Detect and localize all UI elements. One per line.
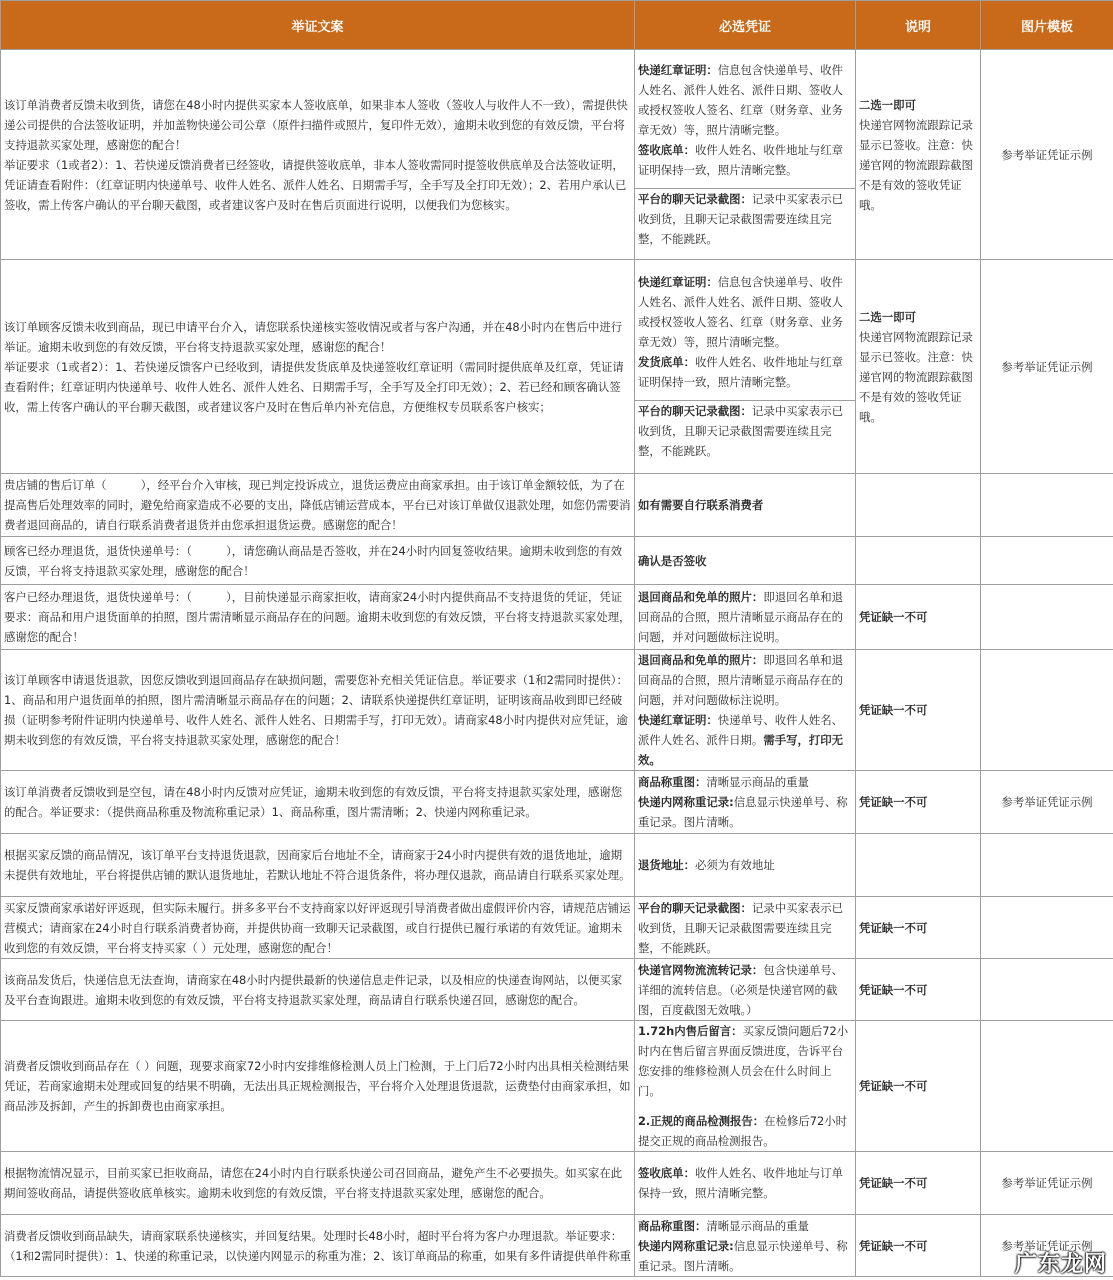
evidence-text-cell	[1, 585, 635, 650]
image-template-cell	[981, 537, 1113, 585]
proof-item-title: 退回商品和免单的照片：	[638, 590, 764, 604]
proof-item-text: 清晰显示商品的重量	[706, 775, 809, 789]
proof-item-text: 信息显示快递单号、称重记录。图片清晰。	[638, 1238, 848, 1273]
evidence-text-cell	[1, 260, 635, 474]
proof-item-title: 商品称重图：	[638, 775, 707, 789]
proof-item	[638, 587, 852, 647]
note-cell	[856, 959, 981, 1021]
note-cell	[856, 771, 981, 834]
image-template-text: 参考举证凭证示例	[1001, 147, 1093, 162]
proof-item-text: 买家反馈问题后72小时内在售后留言界面反馈进度，告诉平台您安排的维修检测人员会在什么时间上门。	[638, 1024, 849, 1098]
table-row	[1, 260, 1113, 474]
note-title: 凭证缺一不可	[859, 703, 928, 717]
header-evidence-text: 举证文案	[1, 1, 635, 50]
proof-item-text: 记录中买家表示已收到货，且聊天记录截图需要连续且完整，不能跳跃。	[638, 404, 844, 458]
note-title: 凭证缺一不可	[859, 1079, 928, 1093]
watermark-logo: 广东龙网	[1014, 1252, 1107, 1277]
proof-item-title: 退回商品和免单的照片：	[638, 653, 764, 667]
note-title: 凭证缺一不可	[859, 982, 928, 997]
proof-item-text: 记录中买家表示已收到货，且聊天记录截图需要连续且完整，不能跳跃。	[638, 192, 844, 246]
proof-item-text: 收件人姓名、收件地址与红章证明保持一致，照片清晰完整。	[638, 143, 844, 177]
required-proof-cell	[635, 897, 856, 959]
image-template-cell	[981, 834, 1113, 897]
evidence-text: 该订单顾客反馈未收到商品，现已申请平台介入，请您联系快递核实签收情况或者与客户沟通，并在48小时内在售后中进行举证。逾期未收到您的有效反馈，平台将支持退款买家处理，感谢您的配合！ 举证要求（1或者2）：1、若快递反馈客户已经收到，请提供发货底单及快递签收红章证明（需同时提供底单及红章，凭证请查看附件；红章证明内快递单号、收件人姓名、派件人姓名、日期需手写，全手写及全打印无效）；2、若已经和顾客确认签收，需上传客户确认的平台聊天截图，或者建议客户及时在售后单内补充信息，方便维权专员联系客户核实；	[4, 319, 624, 414]
image-template-cell	[981, 1021, 1113, 1152]
image-template-text: 参考举证凭证示例	[1001, 1238, 1093, 1253]
table-header-row	[1, 1, 1113, 50]
image-template-cell	[981, 650, 1113, 771]
required-proof-cell	[635, 260, 856, 474]
note-title: 凭证缺一不可	[859, 1238, 928, 1253]
note-title: 凭证缺一不可	[859, 920, 928, 935]
table-row	[1, 474, 1113, 537]
table-row	[1, 1152, 1113, 1215]
proof-item	[638, 1216, 852, 1236]
proof-item-title: 快递红章证明：	[638, 275, 718, 289]
evidence-text-cell	[1, 537, 635, 585]
proof-item	[638, 140, 852, 180]
proof-item-title: 签收底单：	[638, 1166, 695, 1180]
evidence-text-cell	[1, 1152, 635, 1215]
table-row	[1, 959, 1113, 1021]
note-title: 二选一即可	[859, 309, 916, 324]
proof-item	[638, 710, 852, 770]
evidence-text: 该订单消费者反馈收到是空包，请在48小时内反馈对应凭证，逾期未收到您的有效反馈，平台将支持退款买家处理，感谢您的配合。举证要求：（提供商品称重及物流称重记录）1、商品称重，图片需清晰；2、快递内网称重记录。	[4, 785, 623, 819]
evidence-text: 根据物流情况显示，目前买家已拒收商品，请您在24小时内自行联系快递公司召回商品，避免产生不必要损失。如买家在此期间签收商品，请提供签收底单核实。逾期未收到您的有效反馈，平台将支持退款买家处理，感谢您的配合。	[4, 1166, 623, 1200]
header-required-proof: 必选凭证	[635, 1, 856, 50]
evidence-text: 该订单顾客申请退货退款，因您反馈收到退回商品存在缺损问题，需要您补充相关凭证信息。举证要求（1和2需同时提供）：1、商品和用户退货面单的拍照，图片需清晰显示商品存在的问题；2、请联系快递提供红章证明，证明该商品收到即已经破损（证明参考附件证明内快递单号、收件人姓名、派件人姓名、日期需手写，打印无效）。请商家48小时内提供对应凭证，逾期未收到您的有效反馈，平台将支持退款买家处理，感谢您的配合！	[4, 673, 628, 747]
note-title: 凭证缺一不可	[859, 610, 928, 624]
image-template-cell	[981, 474, 1113, 537]
proof-item-title: 2.正规的商品检测报告：	[638, 1114, 765, 1128]
evidence-text-cell	[1, 474, 635, 537]
required-proof-cell	[635, 1215, 856, 1277]
evidence-text-cell	[1, 1215, 635, 1277]
proof-item-title: 快递内网称重记录:	[638, 1238, 734, 1253]
table-row	[1, 771, 1113, 834]
note-text: 快递官网物流跟踪记录显示已签收。注意：快递官网的物流跟踪截图不是有效的签收凭证哦。	[859, 329, 973, 424]
evidence-text-cell	[1, 897, 635, 959]
required-proof-cell	[635, 771, 856, 834]
required-proof-cell	[635, 959, 856, 1021]
proof-item	[635, 188, 855, 249]
evidence-text: 买家反馈商家承诺好评返现，但实际未履行。拼多多平台不支持商家以好评返现引导消费者做出虚假评价内容，请规范店铺运营模式；请商家在24小时自行联系消费者协商，并提供协商一致聊天记录截图，或自行提供已履行承诺的有效凭证。逾期未收到您的有效反馈，平台将支持买家（ ）元处理，感谢您的配合！	[4, 900, 631, 955]
proof-item	[638, 1163, 852, 1203]
proof-item	[638, 495, 852, 515]
evidence-text: 该订单消费者反馈未收到货，请您在48小时内提供买家本人签收底单，如果非本人签收（签收人与收件人不一致），需提供快递公司提供的合法签收证明，并加盖物快递公司公章（原件扫描件或照片，复印件无效），逾期未收到您的有效反馈，平台将支持退款买家处理，感谢您的配合！ 举证要求（1或者2）：1、若快递反馈消费者已经签收，请提供签收底单，非本人签收需同时提签收供底单及合法签收证明，凭证请查看附件：（红章证明内快递单号、收件人姓名、派件人姓名、日期需手写，全手写及全打印无效）；2、若用户承认已签收，需上传客户确认的平台聊天截图，或者建议客户及时在售后页面进行说明，以便我们为您核实。	[4, 97, 628, 212]
table-row	[1, 1215, 1113, 1277]
evidence-text: 该商品发货后，快递信息无法查询，请商家在48小时内提供最新的快递信息走件记录，以及相应的快递查询网站，以便买家及平台查询跟进。逾期未收到您的有效反馈，平台将支持退款买家处理，商品请自行联系快递召回，感谢您的配合。	[4, 972, 623, 1007]
proof-item-text: 即退回名单和退回商品的合照，照片清晰显示商品存在的问题，并对问题做标注说明。	[638, 590, 844, 644]
proof-item	[638, 1021, 852, 1101]
evidence-text-cell	[1, 771, 635, 834]
proof-item-text: 在检修后72小时提交正规的商品检测报告。	[638, 1114, 848, 1148]
proof-item-text: 包含快递单号、详细的流转信息。（必须是快递官网的截图，百度截图无效哦。）	[638, 962, 844, 1017]
proof-item	[638, 60, 852, 140]
proof-item-title: 退货地址：	[638, 858, 695, 872]
required-proof-cell	[635, 1152, 856, 1215]
header-note: 说明	[856, 1, 981, 50]
proof-item-text: 必须为有效地址	[694, 858, 775, 872]
proof-item	[638, 352, 852, 392]
note-title: 凭证缺一不可	[859, 795, 928, 809]
evidence-text: 贵店铺的售后订单（ ），经平台介入审核，现已判定投诉成立，退货运费应由商家承担。由于该订单金额较低，为了在提高售后处理效率的同时，避免给商家造成不必要的支出，降低店铺运营成本，平台已对该订单做仅退款处理，如您仍需要消费者退回商品的，请自行联系消费者退货并由您承担退货运费。感谢您的配合！	[4, 478, 631, 532]
table-row	[1, 50, 1113, 260]
note-cell	[856, 650, 981, 771]
proof-item	[638, 792, 852, 832]
proof-item-title: 平台的聊天记录截图：	[638, 404, 752, 418]
note-cell	[856, 1021, 981, 1152]
proof-item	[638, 650, 852, 710]
header-image-template: 图片模板	[981, 1, 1113, 50]
proof-item-text: 快递单号、收件人姓名、派件人姓名、派件日期。	[638, 713, 844, 747]
table-row	[1, 585, 1113, 650]
proof-item	[638, 1236, 852, 1276]
required-proof-cell	[635, 1021, 856, 1152]
proof-item-text: 信息包含快递单号、收件人姓名、派件人姓名、派件日期、签收人或授权签收人签名、红章（财务章、业务章无效）等，照片清晰完整。	[638, 63, 844, 137]
note-cell	[856, 834, 981, 897]
required-proof-cell	[635, 537, 856, 585]
note-text: 快递官网物流跟踪记录显示已签收。注意：快递官网的物流跟踪截图不是有效的签收凭证哦。	[859, 117, 973, 212]
proof-item-title: 快递内网称重记录:	[638, 795, 734, 809]
evidence-text: 客户已经办理退货，退货快递单号：（ ），目前快递显示商家拒收，请商家24小时内提供商品不支持退货的凭证，凭证要求：商品和用户退货面单的拍照，图片需清晰显示商品存在的问题。逾期未收到您的有效反馈，平台将支持退款买家处理，感谢您的配合！	[4, 590, 631, 644]
required-proof-cell	[635, 474, 856, 537]
proof-item-text: 信息显示快递单号、称重记录。图片清晰。	[638, 795, 848, 829]
evidence-text-cell	[1, 834, 635, 897]
proof-item-title: 如有需要自行联系消费者	[638, 498, 764, 512]
proof-item-title: 平台的聊天记录截图：	[638, 900, 752, 915]
image-template-cell	[981, 585, 1113, 650]
proof-item-title: 快递红章证明：	[638, 63, 718, 77]
note-cell	[856, 260, 981, 474]
note-cell	[856, 50, 981, 260]
note-cell	[856, 1152, 981, 1215]
table-row	[1, 1021, 1113, 1152]
evidence-text: 顾客已经办理退货，退货快递单号：（ ），请您确认商品是否签收，并在24小时内回复签收结果。逾期未收到您的有效反馈，平台将支持退款买家处理，感谢您的配合！	[4, 543, 623, 578]
image-template-cell	[981, 260, 1113, 474]
proof-item	[638, 551, 852, 571]
required-proof-cell	[635, 650, 856, 771]
proof-item-text: 收件人姓名、收件地址与红章证明保持一致，照片清晰完整。	[638, 355, 844, 389]
image-template-text: 参考举证凭证示例	[1001, 1176, 1093, 1190]
proof-item	[638, 855, 852, 875]
note-title: 凭证缺一不可	[859, 1176, 928, 1190]
proof-item-text: 即退回名单和退回商品的合照，照片清晰显示商品存在的问题，并对问题做标注说明。	[638, 653, 844, 707]
table-row	[1, 834, 1113, 897]
proof-item	[638, 772, 852, 792]
note-cell	[856, 537, 981, 585]
evidence-text: 消费者反馈收到商品存在（ ）问题，现要求商家72小时内安排维修检测人员上门检测，于上门后72小时内出具相关检测结果凭证，若商家逾期未处理或回复的结果不明确，无法出具正规检测报告，平台将介入处理退货退款，运费垫付由商家承担，如商品涉及拆卸，产生的拆卸费也由商家承担。	[4, 1059, 631, 1113]
proof-item-text: 记录中买家表示已收到货，且聊天记录截图需要连续且完整，不能跳跃。	[638, 900, 844, 955]
image-template-text: 参考举证凭证示例	[1001, 795, 1093, 809]
proof-item-title: 签收底单：	[638, 143, 695, 157]
proof-item-text: 收件人姓名、收件地址与订单保持一致，照片清晰完整。	[638, 1166, 844, 1200]
proof-item-emphasis: 需手写，打印无效。	[638, 733, 844, 767]
image-template-cell	[981, 959, 1113, 1021]
proof-item-title: 快递红章证明：	[638, 713, 718, 727]
evidence-text: 消费者反馈收到商品缺失，请商家联系快递核实，并回复结果。处理时长48小时，超时平台将为客户办理退款。举证要求：（1和2需同时提供）：1、快递的称重记录，以快递内网显示的称重为准；2、该订单商品的称重，如果有多件请提供单件称重	[4, 1228, 631, 1263]
proof-item-title: 1.72h内售后留言：	[638, 1024, 743, 1038]
proof-item-title: 发货底单：	[638, 355, 695, 369]
note-title: 二选一即可	[859, 97, 916, 112]
proof-item-title: 确认是否签收	[638, 553, 707, 568]
table-row	[1, 537, 1113, 585]
proof-item-title: 商品称重图：	[638, 1218, 707, 1233]
proof-item	[638, 1111, 852, 1151]
image-template-text: 参考举证凭证示例	[1001, 359, 1093, 374]
image-template-cell	[981, 897, 1113, 959]
note-cell	[856, 585, 981, 650]
evidence-text-cell	[1, 650, 635, 771]
note-cell	[856, 1215, 981, 1277]
table-row	[1, 650, 1113, 771]
required-proof-cell	[635, 50, 856, 260]
proof-item-title: 平台的聊天记录截图：	[638, 192, 752, 206]
proof-item	[638, 960, 852, 1020]
proof-item-title: 快递官网物流流转记录：	[638, 962, 764, 977]
required-proof-cell	[635, 585, 856, 650]
evidence-text-cell	[1, 1021, 635, 1152]
evidence-text-cell	[1, 959, 635, 1021]
evidence-text-cell	[1, 50, 635, 260]
required-proof-cell	[635, 834, 856, 897]
proof-item-text: 清晰显示商品的重量	[706, 1218, 809, 1233]
image-template-cell	[981, 50, 1113, 260]
note-cell	[856, 897, 981, 959]
proof-item	[635, 400, 855, 461]
image-template-cell	[981, 771, 1113, 834]
proof-item	[638, 898, 852, 958]
proof-item	[638, 272, 852, 352]
image-template-cell	[981, 1152, 1113, 1215]
evidence-text: 根据买家反馈的商品情况，该订单平台支持退货退款，因商家后台地址不全，请商家于24小时内提供有效的退货地址，逾期未提供有效地址，平台将提供店铺的默认退货地址，若默认地址不符合退货条件，将办理仅退款，商品请自行联系买家处理。	[4, 848, 631, 882]
proof-item-text: 信息包含快递单号、收件人姓名、派件人姓名、派件日期、签收人或授权签收人签名、红章（财务章、业务章无效）等，照片清晰完整。	[638, 275, 844, 349]
table-row	[1, 897, 1113, 959]
note-cell	[856, 474, 981, 537]
